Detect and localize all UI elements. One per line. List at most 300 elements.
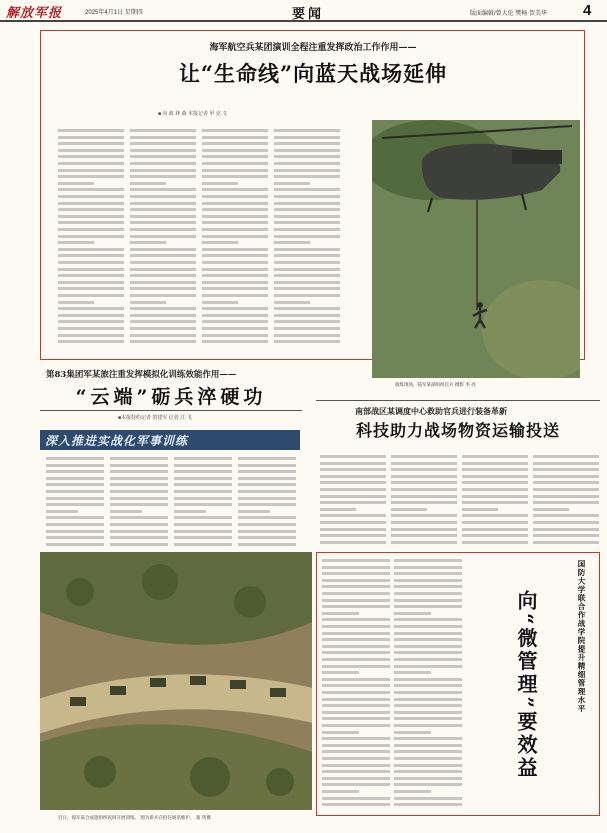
text-line [174, 516, 232, 519]
text-line [58, 155, 124, 158]
text-line [462, 488, 528, 491]
text-line [462, 534, 528, 537]
text-line [391, 462, 457, 465]
text-line [322, 579, 390, 582]
text-line [394, 750, 462, 753]
text-line [58, 268, 124, 271]
text-line [58, 162, 124, 165]
text-line [533, 501, 599, 504]
text-line [274, 175, 340, 178]
text-line [322, 704, 390, 707]
story2-body-col-1 [46, 456, 104, 548]
text-line [202, 334, 268, 337]
text-line [130, 195, 196, 198]
text-line [274, 241, 310, 244]
text-line [58, 301, 94, 304]
text-line [58, 320, 124, 323]
text-line [394, 671, 431, 674]
text-line [238, 516, 296, 519]
text-line [320, 495, 386, 498]
issue-date: 2025年4月1日 星期四 [85, 10, 143, 16]
text-line [274, 221, 340, 224]
story1-body-col-3 [202, 128, 268, 348]
text-line [58, 136, 124, 139]
text-line [322, 671, 359, 674]
text-line [274, 228, 340, 231]
text-line [58, 149, 124, 152]
text-line [391, 495, 457, 498]
text-line [202, 314, 268, 317]
story3-headline: 科技助力战场物资运输投送 [355, 421, 560, 440]
section-title: 要闻 [292, 7, 325, 22]
text-line [58, 241, 94, 244]
text-line [320, 475, 386, 478]
text-line [533, 481, 599, 484]
text-line [394, 559, 462, 562]
text-line [533, 495, 599, 498]
text-line [274, 195, 340, 198]
text-line [130, 294, 196, 297]
story1-body-col-2 [130, 128, 196, 348]
text-line [130, 169, 196, 172]
text-line [391, 521, 457, 524]
text-line [238, 464, 296, 467]
text-line [46, 497, 104, 500]
text-line [322, 777, 390, 780]
text-line [320, 488, 386, 491]
text-line [462, 475, 528, 478]
text-line [274, 136, 340, 139]
text-line [322, 770, 390, 773]
text-line [274, 182, 310, 185]
text-line [110, 483, 168, 486]
text-line [174, 536, 232, 539]
text-line [394, 764, 462, 767]
newspaper-logo: 解放军报 [6, 6, 63, 21]
text-line [174, 477, 232, 480]
text-line [238, 510, 270, 513]
text-line [130, 307, 196, 310]
text-line [130, 182, 166, 185]
text-line [202, 268, 268, 271]
text-line [322, 612, 359, 615]
text-line [320, 462, 386, 465]
text-line [58, 142, 124, 145]
text-line [394, 744, 462, 747]
text-line [394, 579, 462, 582]
text-line [202, 287, 268, 290]
text-line [394, 651, 462, 654]
text-line [174, 530, 232, 533]
story2-photo-caption: 近日，海军某合成旅组织夜间开展训练。 图为新兵在担任通讯维护。 秦 剑摄 [58, 816, 211, 821]
text-line [322, 764, 390, 767]
text-line [322, 599, 390, 602]
text-line [533, 488, 599, 491]
text-line [391, 455, 457, 458]
text-line [130, 268, 196, 271]
text-line [110, 536, 168, 539]
text-line [46, 523, 104, 526]
text-line [320, 501, 386, 504]
text-line [130, 274, 196, 277]
text-line [274, 340, 340, 343]
text-line [202, 301, 238, 304]
text-line [174, 510, 206, 513]
text-line [58, 169, 124, 172]
text-line [130, 162, 196, 165]
text-line [322, 803, 390, 806]
story4-body-col-1 [322, 558, 390, 810]
text-line [394, 731, 431, 734]
text-line [274, 208, 340, 211]
text-line [322, 678, 390, 681]
text-line [46, 530, 104, 533]
text-line [274, 129, 340, 132]
text-line [394, 698, 462, 701]
text-line [320, 541, 386, 544]
text-line [394, 625, 462, 628]
text-line [110, 464, 168, 467]
text-line [58, 221, 124, 224]
text-line [202, 129, 268, 132]
text-line [394, 638, 462, 641]
text-line [533, 528, 599, 531]
text-line [174, 470, 232, 473]
text-line [322, 783, 390, 786]
text-line [322, 592, 390, 595]
text-line [533, 534, 599, 537]
text-line [462, 514, 528, 517]
text-line [533, 541, 599, 544]
text-line [322, 585, 390, 588]
text-line [394, 724, 462, 727]
text-line [238, 470, 296, 473]
text-line [174, 523, 232, 526]
text-line [391, 468, 457, 471]
text-line [322, 750, 390, 753]
page-number: 4 [583, 2, 592, 19]
text-line [202, 327, 268, 330]
text-line [274, 248, 340, 251]
text-line [391, 508, 427, 511]
text-line [202, 221, 268, 224]
text-line [322, 790, 359, 793]
text-line [46, 464, 104, 467]
text-line [130, 175, 196, 178]
story2-byline: ■本报特约记者 贺建军 记者 江 飞 [118, 415, 192, 421]
story3-body-col-4 [533, 454, 599, 548]
story1-body-col-1 [58, 128, 124, 348]
text-line [130, 129, 196, 132]
text-line [202, 175, 268, 178]
text-line [322, 691, 390, 694]
text-line [394, 770, 462, 773]
text-line [58, 327, 124, 330]
text-line [394, 757, 462, 760]
text-line [174, 543, 232, 546]
text-line [322, 632, 390, 635]
text-line [130, 334, 196, 337]
text-line [202, 188, 268, 191]
text-line [110, 503, 168, 506]
text-line [202, 208, 268, 211]
text-line [322, 684, 390, 687]
text-line [322, 724, 390, 727]
page-editors: 版面编辑/曾大伦 樊畅 贺美华 [470, 11, 548, 17]
text-line [391, 541, 457, 544]
text-line [462, 541, 528, 544]
text-line [533, 508, 569, 511]
text-line [130, 136, 196, 139]
text-line [274, 274, 340, 277]
text-line [202, 136, 268, 139]
story1-body-col-4 [274, 128, 340, 348]
text-line [130, 314, 196, 317]
text-line [46, 503, 104, 506]
text-line [174, 483, 232, 486]
story3-kicker: 南部战区某调度中心救助官兵进行装备革新 [355, 406, 507, 416]
text-line [394, 658, 462, 661]
text-line [394, 605, 462, 608]
text-line [533, 514, 599, 517]
text-line [46, 516, 104, 519]
text-line [322, 737, 390, 740]
text-line [320, 508, 356, 511]
text-line [394, 585, 462, 588]
text-line [58, 195, 124, 198]
text-line [320, 514, 386, 517]
text-line [58, 287, 124, 290]
text-line [58, 281, 124, 284]
text-line [274, 314, 340, 317]
text-line [320, 521, 386, 524]
text-line [130, 155, 196, 158]
text-line [462, 468, 528, 471]
text-line [202, 195, 268, 198]
text-line [46, 536, 104, 539]
text-line [202, 248, 268, 251]
text-line [130, 142, 196, 145]
text-line [394, 592, 462, 595]
story4-headline: 向“微管理”要效益 [514, 590, 538, 781]
text-line [110, 523, 168, 526]
text-line [274, 281, 340, 284]
text-line [202, 340, 268, 343]
text-line [274, 301, 310, 304]
text-line [394, 618, 462, 621]
text-line [322, 625, 390, 628]
text-line [130, 281, 196, 284]
text-line [238, 490, 296, 493]
text-line [394, 717, 462, 720]
text-line [391, 534, 457, 537]
text-line [202, 149, 268, 152]
story2-body-col-4 [238, 456, 296, 548]
text-line [46, 470, 104, 473]
text-line [202, 241, 238, 244]
text-line [58, 182, 94, 185]
text-line [320, 468, 386, 471]
text-line [202, 228, 268, 231]
text-line [394, 566, 462, 569]
text-line [394, 797, 462, 800]
text-line [322, 559, 390, 562]
text-line [462, 481, 528, 484]
story1-byline: ■ 向 政 林 森 本报记者 甲 克 文 [158, 111, 228, 117]
text-line [274, 188, 340, 191]
text-line [202, 294, 268, 297]
text-line [202, 162, 268, 165]
text-line [391, 481, 457, 484]
text-line [533, 475, 599, 478]
text-line [394, 737, 462, 740]
text-line [238, 477, 296, 480]
text-line [322, 572, 390, 575]
text-line [110, 477, 168, 480]
text-line [322, 711, 390, 714]
story3-body-col-1 [320, 454, 386, 548]
text-line [394, 783, 462, 786]
text-line [394, 645, 462, 648]
text-line [394, 684, 462, 687]
text-line [46, 477, 104, 480]
text-line [110, 543, 168, 546]
text-line [238, 523, 296, 526]
text-line [274, 235, 340, 238]
text-line [110, 516, 168, 519]
text-line [322, 698, 390, 701]
text-line [58, 254, 124, 257]
text-line [130, 149, 196, 152]
text-line [58, 228, 124, 231]
text-line [394, 691, 462, 694]
text-line [202, 235, 268, 238]
text-line [130, 241, 166, 244]
text-line [58, 202, 124, 205]
text-line [238, 543, 296, 546]
text-line [130, 287, 196, 290]
text-line [110, 530, 168, 533]
text-line [58, 314, 124, 317]
text-line [58, 188, 124, 191]
text-line [394, 790, 431, 793]
text-line [322, 651, 390, 654]
text-line [320, 481, 386, 484]
text-line [110, 457, 168, 460]
text-line [274, 254, 340, 257]
section-banner-text: 深入推进实战化军事训练 [45, 434, 189, 448]
text-line [533, 468, 599, 471]
text-line [58, 307, 124, 310]
text-line [174, 457, 232, 460]
text-line [394, 599, 462, 602]
text-line [462, 501, 528, 504]
text-line [130, 320, 196, 323]
text-line [320, 528, 386, 531]
helicopter-photo [372, 120, 580, 378]
text-line [394, 711, 462, 714]
text-line [394, 665, 462, 668]
text-line [58, 274, 124, 277]
text-line [322, 645, 390, 648]
text-line [394, 572, 462, 575]
text-line [58, 334, 124, 337]
text-line [274, 202, 340, 205]
text-line [202, 320, 268, 323]
text-line [238, 503, 296, 506]
armored-convoy-icon [40, 552, 312, 810]
text-line [110, 510, 142, 513]
text-line [533, 521, 599, 524]
text-line [110, 497, 168, 500]
text-line [202, 155, 268, 158]
text-line [58, 340, 124, 343]
text-line [320, 455, 386, 458]
text-line [391, 475, 457, 478]
text-line [462, 495, 528, 498]
text-line [322, 566, 390, 569]
story2-headline: “云端”砺兵淬硬功 [75, 386, 267, 408]
story2-body-col-2 [110, 456, 168, 548]
text-line [58, 175, 124, 178]
story2-body-col-3 [174, 456, 232, 548]
text-line [58, 215, 124, 218]
text-line [274, 268, 340, 271]
story3-body-col-2 [391, 454, 457, 548]
story4-side-kicker: 国防大学联合作战学院提升精细管理水平 [577, 560, 586, 713]
text-line [274, 149, 340, 152]
text-line [130, 301, 166, 304]
text-line [533, 462, 599, 465]
text-line [130, 254, 196, 257]
helicopter-icon [372, 120, 580, 378]
text-line [238, 497, 296, 500]
text-line [322, 744, 390, 747]
text-line [130, 248, 196, 251]
text-line [58, 261, 124, 264]
text-line [202, 274, 268, 277]
text-line [202, 254, 268, 257]
text-line [274, 169, 340, 172]
text-line [462, 462, 528, 465]
text-line [202, 169, 268, 172]
text-line [58, 208, 124, 211]
text-line [322, 605, 390, 608]
text-line [274, 287, 340, 290]
text-line [238, 457, 296, 460]
text-line [202, 182, 238, 185]
text-line [130, 261, 196, 264]
story3-top-rule [316, 400, 600, 401]
text-line [391, 528, 457, 531]
text-line [320, 534, 386, 537]
text-line [46, 457, 104, 460]
text-line [130, 221, 196, 224]
text-line [394, 678, 462, 681]
text-line [130, 327, 196, 330]
story3-body-col-3 [462, 454, 528, 548]
text-line [58, 129, 124, 132]
text-line [238, 530, 296, 533]
text-line [202, 142, 268, 145]
text-line [58, 248, 124, 251]
text-line [174, 464, 232, 467]
story1-photo-caption: 演练现场，陆军某部组织官兵 摄影 李 亮 [395, 383, 476, 388]
text-line [130, 215, 196, 218]
text-line [391, 488, 457, 491]
text-line [202, 261, 268, 264]
text-line [46, 483, 104, 486]
